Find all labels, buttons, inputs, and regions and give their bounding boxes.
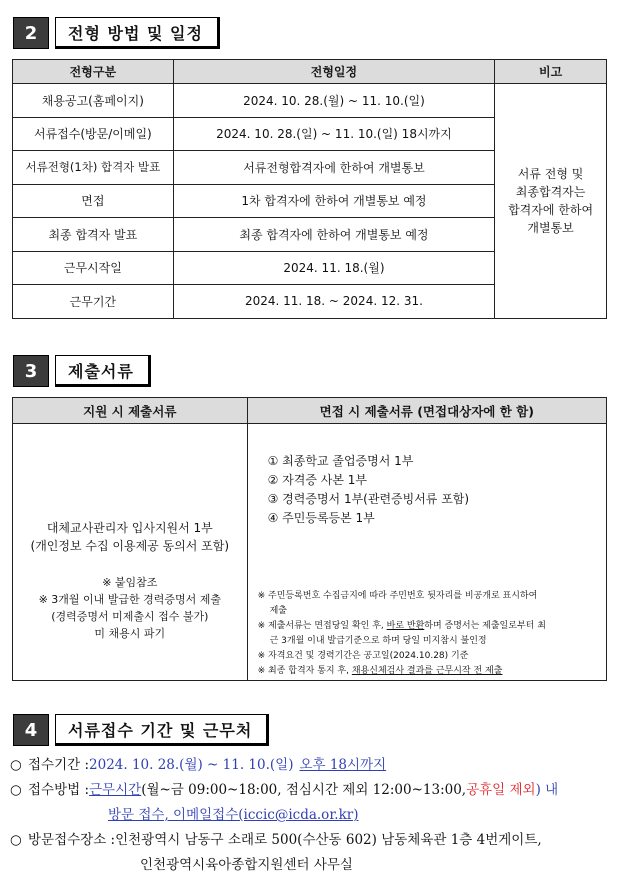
- application-notes: [13, 574, 247, 642]
- circle-bullet-icon: ○: [10, 832, 22, 848]
- interview-docs-list: [268, 452, 470, 528]
- period-value: 2024. 10. 28.(월) ~ 11. 10.(일): [89, 757, 294, 773]
- documents-table: [12, 397, 607, 681]
- section-3-heading: [13, 355, 151, 387]
- period-time: 오후 18시까지: [299, 757, 387, 773]
- note-text: ※ 제출서류는 면접당일 확인 후,: [257, 621, 387, 631]
- date-cell: 2024. 10. 28.(일) ~ 11. 10.(일) 18시까지: [173, 117, 494, 151]
- doc-line: 대체교사관리자 입사지원서 1부: [46, 521, 213, 535]
- col-header: 전형구분: [13, 60, 174, 84]
- note-line: [258, 664, 596, 679]
- list-item: ① 최종학교 졸업증명서 1부: [267, 454, 414, 468]
- section-number: 3: [13, 355, 49, 387]
- note-line: (경력증명서 미제출시 접수 불가): [51, 610, 209, 623]
- date-cell: 서류전형합격자에 한하여 개별통보: [173, 151, 494, 185]
- method-detail: (월~금 09:00~18:00, 점심시간 제외 12:00~13:00,: [141, 782, 467, 798]
- section-title: 제출서류: [55, 355, 151, 387]
- method-tail: ) 내: [535, 782, 559, 798]
- method-hours: 근무시간: [89, 782, 142, 798]
- note-line: 미 채용시 파기: [94, 627, 166, 640]
- stage-cell: 면접: [13, 184, 174, 218]
- section-title: 전형 방법 및 일정: [55, 17, 220, 49]
- remark-line: 합격자에 한하여: [508, 202, 594, 217]
- circle-bullet-icon: ○: [10, 757, 22, 773]
- stage-cell: 근무기간: [13, 285, 174, 319]
- schedule-table: [12, 59, 607, 319]
- application-info: [10, 753, 610, 878]
- stage-cell: 서류접수(방문/이메일): [13, 117, 174, 151]
- interview-docs-cell: [247, 424, 606, 681]
- remark-line: 서류 전형 및: [517, 166, 584, 181]
- note-line: ※ 자격요건 및 경력기간은 공고일(2024.10.28) 기준: [257, 651, 469, 661]
- doc-line: (개인정보 수집 이용제공 동의서 포함): [30, 539, 230, 553]
- stage-cell: 근무시작일: [13, 251, 174, 285]
- section-4-heading: [13, 714, 269, 746]
- stage-cell: 채용공고(홈페이지): [13, 84, 174, 118]
- stage-cell: 서류전형(1차) 합격자 발표: [13, 151, 174, 185]
- remark-line: 개별통보: [527, 220, 574, 235]
- col-header: 전형일정: [173, 60, 494, 84]
- method-channels: 방문 접수, 이메일접수(iccic@icda.or.kr): [108, 807, 359, 823]
- note-text: 하며 증명서는 제출일로부터 최: [424, 621, 546, 631]
- date-cell: 최종 합격자에 한하여 개별통보 예정: [173, 218, 494, 252]
- method-line: [10, 778, 610, 803]
- date-cell: 2024. 10. 28.(월) ~ 11. 10.(일): [173, 84, 494, 118]
- list-item: ② 자격증 사본 1부: [267, 473, 367, 487]
- remark-cell: [495, 84, 607, 319]
- note-line: ※ 주민등록번호 수집금지에 따라 주민번호 뒷자리를 비공개로 표시하여: [257, 591, 538, 601]
- application-docs-cell: [13, 424, 248, 681]
- place-line: [10, 828, 610, 853]
- date-cell: 1차 합격자에 한하여 개별통보 예정: [173, 184, 494, 218]
- section-2-heading: [13, 17, 220, 49]
- place-address: 인천광역시 남동구 소래로 500(수산동 602) 남동체육관 1층 4번게이트,: [115, 832, 542, 848]
- period-line: [10, 753, 610, 778]
- list-item: ④ 주민등록등본 1부: [267, 511, 375, 525]
- section-title: 서류접수 기간 및 근무처: [55, 714, 269, 746]
- date-cell: 2024. 11. 18.(월): [173, 251, 494, 285]
- application-docs: [13, 519, 247, 555]
- place-office: 인천광역시육아종합지원센터 사무실: [140, 857, 353, 873]
- place-label: 방문접수장소 :: [28, 832, 116, 848]
- interview-notes: [258, 589, 596, 679]
- note-line: 근 3개월 이내 발급기준으로 하며 당일 미지참시 불인정: [269, 636, 487, 646]
- remark-line: 최종합격자는: [515, 184, 586, 199]
- section-number: 4: [13, 714, 49, 746]
- note-line: 제출: [269, 606, 287, 616]
- note-text: ※ 최종 합격자 통지 후,: [257, 666, 352, 676]
- list-item: ③ 경력증명서 1부(관련증빙서류 포함): [267, 492, 470, 506]
- table-row: [13, 84, 607, 118]
- col-header: 면접 시 제출서류 (면접대상자에 한 함): [247, 398, 606, 424]
- col-header: 비고: [495, 60, 607, 84]
- method-holiday: 공휴일 제외: [466, 782, 536, 798]
- section-number: 2: [13, 17, 49, 49]
- col-header: 지원 시 제출서류: [13, 398, 248, 424]
- note-line: ※ 3개월 이내 발급한 경력증명서 제출: [38, 593, 222, 606]
- date-cell: 2024. 11. 18. ~ 2024. 12. 31.: [173, 285, 494, 319]
- note-line: [258, 619, 596, 634]
- method-label: 접수방법 :: [28, 782, 90, 798]
- note-underlined: 채용신체검사 결과를 근무시작 전 제출: [351, 666, 503, 676]
- note-line: ※ 붙임참조: [102, 576, 158, 589]
- note-underlined: 바로 반환: [386, 621, 425, 631]
- stage-cell: 최종 합격자 발표: [13, 218, 174, 252]
- circle-bullet-icon: ○: [10, 782, 22, 798]
- period-label: 접수기간 :: [28, 757, 90, 773]
